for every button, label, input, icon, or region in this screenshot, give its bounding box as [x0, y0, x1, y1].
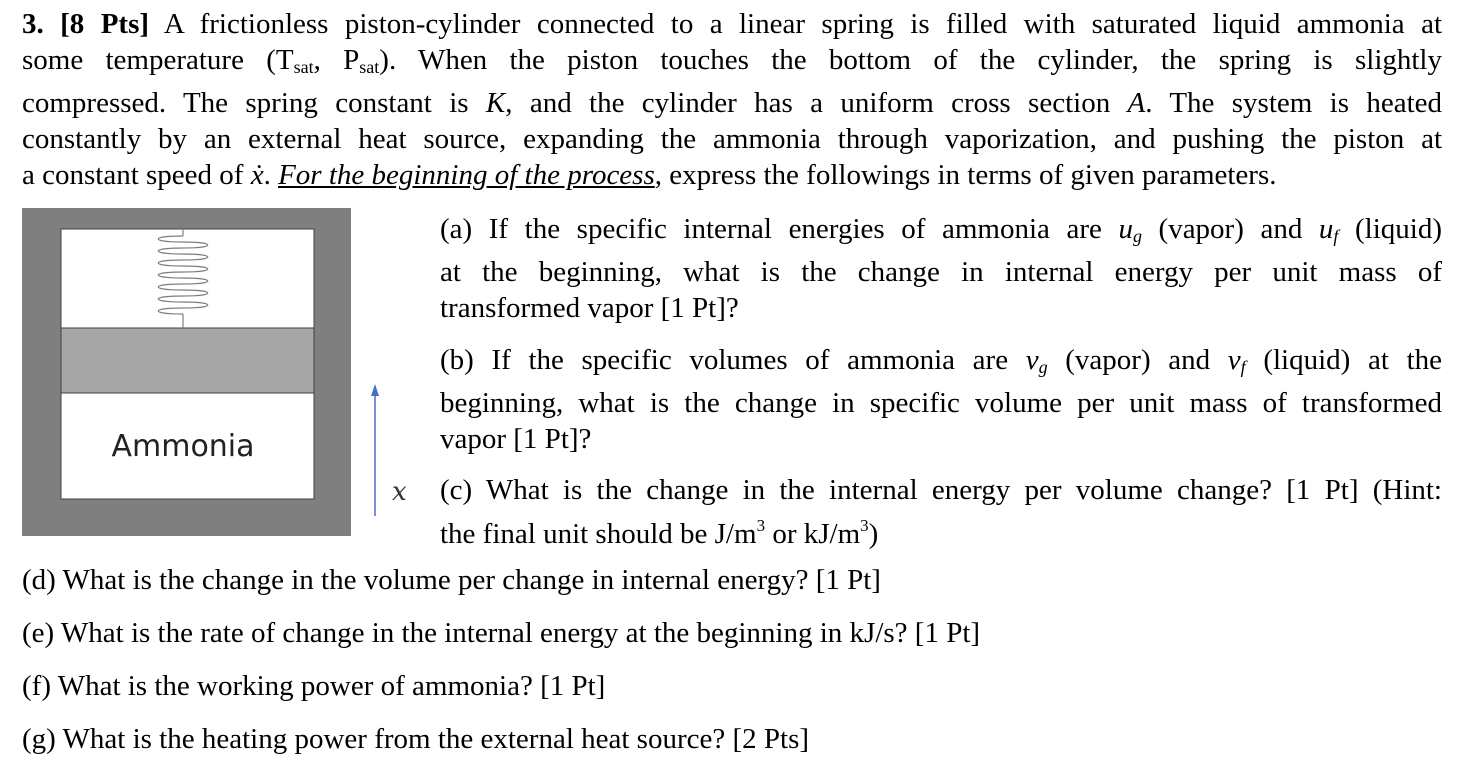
psat-sub: sat — [359, 57, 380, 77]
uf-sub: f — [1333, 226, 1339, 246]
piston — [61, 328, 314, 393]
qb-l1a: (b) If the specific volumes of ammonia are — [440, 344, 1026, 376]
uf-symbol: u — [1318, 213, 1334, 245]
question-e: (e) What is the rate of change in the internal energy at the beginning in kJ/s? [1 Pt] — [22, 617, 981, 649]
qc-sup1: 3 — [756, 516, 766, 535]
l2-b: , P — [313, 44, 360, 76]
ug-symbol: u — [1118, 213, 1133, 245]
qc-line-1: (c) What is the change in the internal energy per volume change? [1 Pt] (Hint: — [440, 474, 1442, 506]
speed-symbol: ẋ — [250, 159, 264, 191]
qa-l1c: (liquid) — [1338, 213, 1442, 245]
cross-section-symbol: A — [1127, 87, 1146, 119]
qa-l1b: (vapor) and — [1141, 213, 1319, 245]
question-d: (d) What is the change in the volume per change in internal energy? [1 Pt] — [22, 564, 881, 596]
question-f: (f) What is the working power of ammonia? [1 Pt] — [22, 670, 606, 702]
qc-line-2 — [440, 508, 1442, 552]
qb-l1b: (vapor) and — [1047, 344, 1228, 376]
qa-line-3: transformed vapor [1 Pt]? — [440, 292, 739, 324]
qb-line-2: beginning, what is the change in specific volume per unit mass of transformed — [440, 387, 1442, 419]
qa-l1a: (a) If the specific internal energies of ammonia are — [440, 213, 1119, 245]
piston-cylinder-figure — [0, 0, 460, 540]
qc-sup2: 3 — [860, 516, 869, 535]
l3-b: , and the cylinder has a uniform cross section — [505, 87, 1128, 119]
qc-l2c: ) — [868, 518, 879, 550]
axis-x-label: x — [392, 477, 407, 507]
question-c — [440, 472, 1442, 552]
spring-constant-symbol: K — [485, 87, 506, 119]
question-g: (g) What is the heating power from the external heat source? [2 Pts] — [22, 723, 810, 755]
qc-l2b: or kJ/m — [765, 518, 861, 550]
l3-a: compressed. The spring constant is — [22, 87, 486, 119]
vg-sub: g — [1038, 357, 1048, 377]
question-b — [440, 342, 1442, 457]
qa-line-2: at the beginning, what is the change in internal energy per unit mass of — [440, 256, 1442, 288]
l2-a: some temperature (T — [22, 44, 294, 76]
qa-line-1 — [440, 211, 1442, 254]
emphasis-beginning: For the beginning of the process — [278, 159, 655, 191]
tsat-sub: sat — [293, 57, 314, 77]
question-a — [440, 211, 1442, 326]
qb-l1c: (liquid) at the — [1245, 344, 1442, 376]
arrow-head-icon — [371, 384, 379, 396]
vf-sub: f — [1240, 357, 1246, 377]
vf-symbol: v — [1227, 344, 1241, 376]
ug-sub: g — [1132, 226, 1142, 246]
l5-b: . — [263, 159, 279, 191]
qb-line-1 — [440, 342, 1442, 385]
problem-header: 3. [8 Pts] — [22, 8, 150, 40]
l5-c: , express the followings in terms of given parameters. — [654, 159, 1277, 191]
qb-line-3: vapor [1 Pt]? — [440, 423, 592, 455]
ammonia-label: Ammonia — [111, 429, 255, 464]
l2-c: ). When the piston touches the bottom of the cylinder, the spring is slightly — [379, 44, 1442, 76]
vg-symbol: v — [1025, 344, 1039, 376]
l5-a: a constant speed of — [22, 159, 251, 191]
qc-l2a: the final unit should be J/m — [440, 518, 757, 550]
l3-c: . The system is heated — [1145, 87, 1443, 119]
intro-line-4: constantly by an external heat source, expanding the ammonia through vaporization, and pushing the piston at — [22, 123, 1442, 155]
intro-line-1-text: A frictionless piston-cylinder connected to a linear spring is filled with saturated liquid ammonia at — [163, 8, 1442, 40]
